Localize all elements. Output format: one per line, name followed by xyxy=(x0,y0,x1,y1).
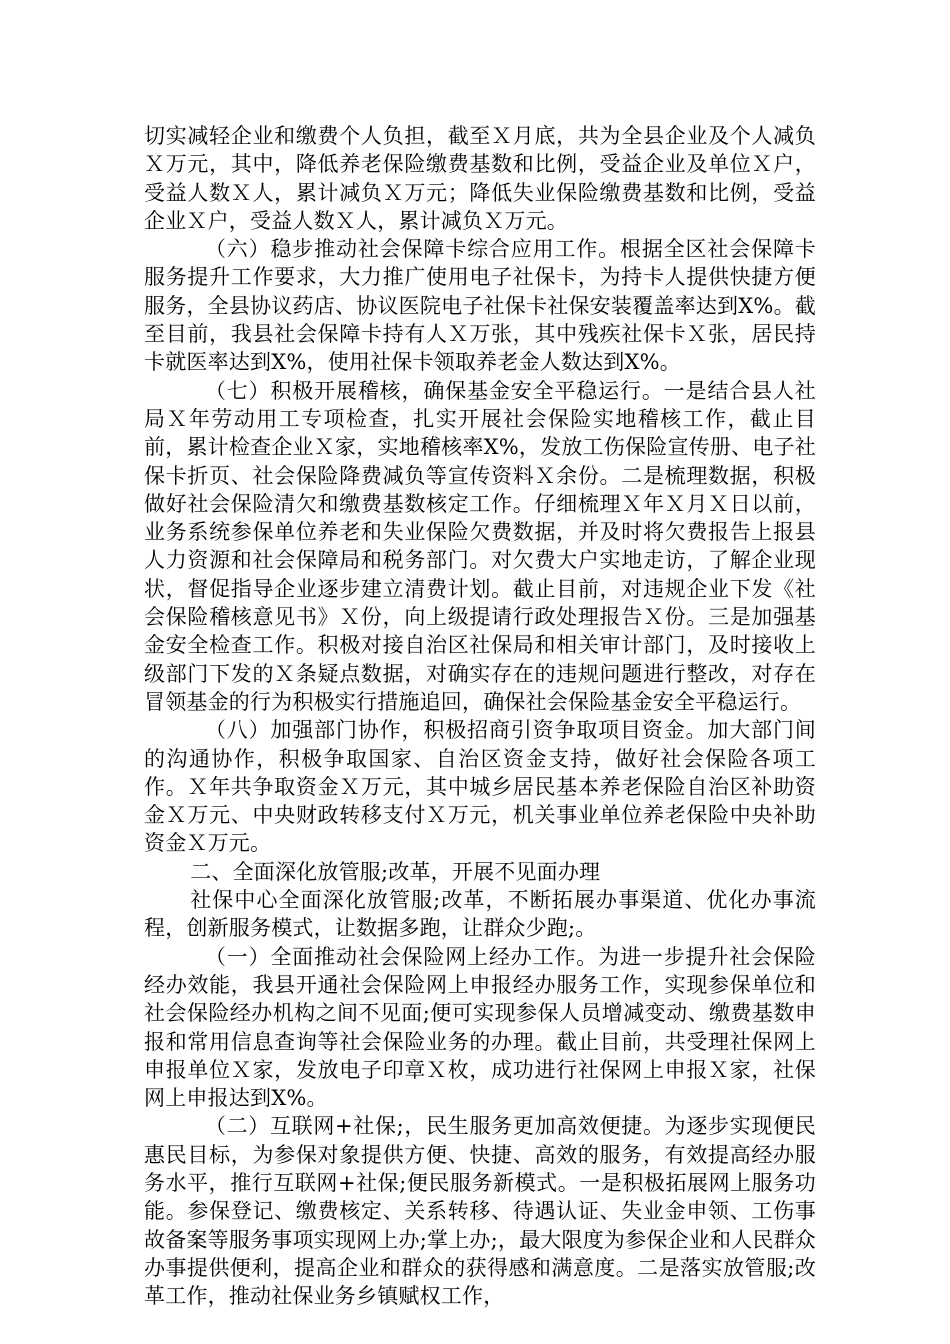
paragraph-social-security-card: （六）稳步推动社会保障卡综合应用工作。根据全区社会保障卡服务提升工作要求，大力推广使用电子社保卡，为持卡人提供快捷方便服务，全县协议药店、协议医院电子社保卡社保安装覆盖率达到X%。截至目前，我县社会保障卡持有人Ｘ万张，其中残疾社保卡Ｘ张，居民持卡就医率达到X%，使用社保卡领取养老金人数达到X%。 xyxy=(144,237,816,375)
paragraph-audit-fund-safety: （七）积极开展稽核，确保基金安全平稳运行。一是结合县人社局Ｘ年劳动用工专项检查，扎实开展社会保险实地稽核工作，截止目前，累计检查企业Ｘ家，实地稽核率X%，发放工伤保险宣传册、电子社保卡折页、社会保险降费减负等宣传资料Ｘ余份。二是梳理数据，积极做好社会保险清欠和缴费基数核定工作。仔细梳理Ｘ年Ｘ月Ｘ日以前，业务系统参保单位养老和失业保险欠费数据，并及时将欠费报告上报县人力资源和社会保障局和税务部门。对欠费大户实地走访，了解企业现状，督促指导企业逐步建立清费计划。截止目前，对违规企业下发《社会保险稽核意见书》Ｘ份，向上级提请行政处理报告Ｘ份。三是加强基金安全检查工作。积极对接自治区社保局和相关审计部门，及时接收上级部门下发的Ｘ条疑点数据，对确实存在的违规问题进行整改，对存在冒领基金的行为积极实行措施追回，确保社会保险基金安全平稳运行。 xyxy=(144,378,816,714)
paragraph-online-service: （一）全面推动社会保险网上经办工作。为进一步提升社会保险经办效能，我县开通社会保险网上申报经办服务工作，实现参保单位和社会保险经办机构之间不见面;便可实现参保人员增减变动、缴费基数申报和常用信息查询等社会保险业务的办理。截止目前，共受理社保网上申报单位Ｘ家，发放电子印章Ｘ枚，成功进行社保网上申报Ｘ家，社保网上申报达到X%。 xyxy=(144,944,816,1111)
section-heading-reform: 二、全面深化放管服;改革，开展不见面办理 xyxy=(190,859,601,884)
paragraph-reform-intro: 社保中心全面深化放管服;改革，不断拓展办事渠道、优化办事流程，创新服务模式，让数据多跑，让群众少跑;。 xyxy=(144,888,816,941)
document-body xyxy=(144,122,816,1310)
paragraph-burden-reduction: 切实减轻企业和缴费个人负担，截至Ｘ月底，共为全县企业及个人减负Ｘ万元，其中，降低养老保险缴费基数和比例，受益企业及单位Ｘ户，受益人数Ｘ人，累计减负Ｘ万元；降低失业保险缴费基数和比例，受益企业Ｘ户，受益人数Ｘ人，累计减负Ｘ万元。 xyxy=(144,124,816,233)
paragraph-internet-plus: （二）互联网+社保;，民生服务更加高效便捷。为逐步实现便民惠民目标，为参保对象提供方便、快捷、高效的服务，有效提高经办服务水平，推行互联网+社保;便民服务新模式。一是积极拓展网上服务功能。参保登记、缴费核定、关系转移、待遇认证、失业金申领、工伤事故备案等服务事项实现网上办;掌上办;，最大限度为参保企业和人民群众办事提供便利，提高企业和群众的获得感和满意度。二是落实放管服;改革工作，推动社保业务乡镇赋权工作， xyxy=(144,1114,816,1309)
paragraph-department-cooperation: （八）加强部门协作，积极招商引资争取项目资金。加大部门间的沟通协作，积极争取国家、自治区资金支持，做好社会保险各项工作。Ｘ年共争取资金Ｘ万元，其中城乡居民基本养老保险自治区补助资金Ｘ万元、中央财政转移支付Ｘ万元，机关事业单位养老保险中央补助资金Ｘ万元。 xyxy=(144,718,816,856)
